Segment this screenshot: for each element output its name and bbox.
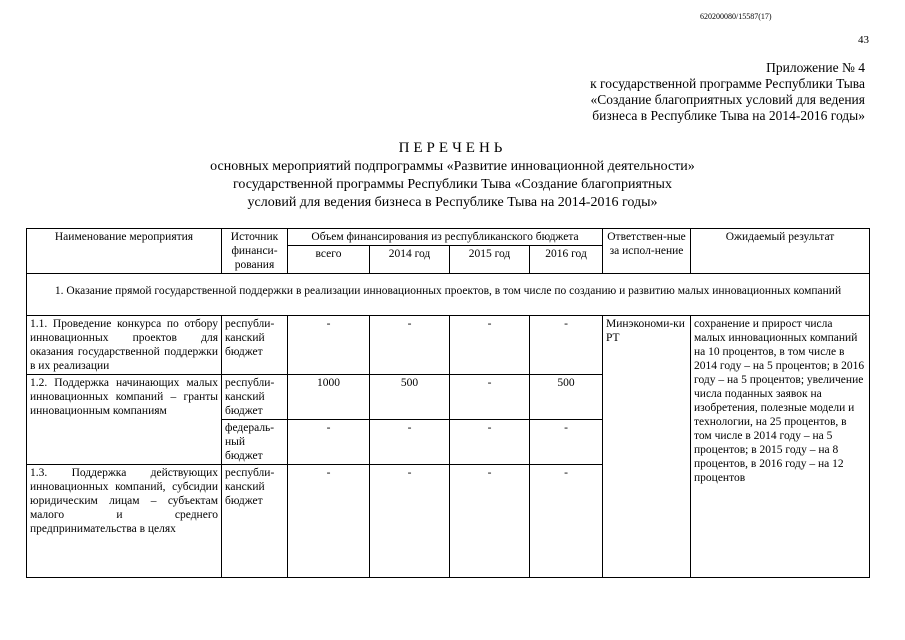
col-header-responsible: Ответствен-ные за испол-нение: [603, 229, 691, 274]
measure-name: 1.3. Поддержка действующих инновационных компаний, субсидии юридическим лицам – субъектам малого и среднего предпринимательства в целях: [27, 465, 222, 578]
col-header-volume: Объем финансирования из республиканского бюджета: [288, 229, 603, 246]
appendix-line: к государственной программе Республики Тыва: [590, 76, 865, 91]
amount-2016: -: [530, 465, 603, 578]
appendix-header: [525, 60, 865, 124]
amount-2015: -: [450, 316, 530, 375]
amount-2014: -: [370, 465, 450, 578]
col-header-2014: 2014 год: [370, 246, 450, 274]
subtitle-line: основных мероприятий подпрограммы «Развитие инновационной деятельности»: [210, 159, 695, 174]
col-header-source: Источник финанси-рования: [222, 229, 288, 274]
amount-2016: 500: [530, 375, 603, 420]
page-number: 43: [858, 34, 869, 46]
funding-source: республи-канский бюджет: [222, 465, 288, 578]
measure-name: 1.1. Проведение конкурса по отбору инновационных проектов для оказания государственной поддержки в их реализации: [27, 316, 222, 375]
amount-2014: -: [370, 420, 450, 465]
amount-2014: -: [370, 316, 450, 375]
document-subtitle: [0, 158, 905, 212]
header-row: [27, 229, 870, 246]
amount-2016: -: [530, 420, 603, 465]
appendix-line: Приложение № 4: [766, 60, 865, 75]
amount-2016: -: [530, 316, 603, 375]
amount-2015: -: [450, 375, 530, 420]
amount-total: -: [288, 420, 370, 465]
amount-2015: -: [450, 465, 530, 578]
document-title: ПЕРЕЧЕНЬ: [398, 140, 507, 156]
funding-source: федераль-ный бюджет: [222, 420, 288, 465]
col-header-total: всего: [288, 246, 370, 274]
funding-source: республи-канский бюджет: [222, 375, 288, 420]
section-title: 1. Оказание прямой государственной поддержки в реализации инновационных проектов, в том числе по созданию и развитию малых инновационных компаний: [27, 274, 870, 316]
appendix-line: бизнеса в Республике Тыва на 2014-2016 годы»: [592, 108, 865, 123]
amount-total: 1000: [288, 375, 370, 420]
appendix-line: «Создание благоприятных условий для ведения: [590, 92, 865, 107]
measure-name: 1.2. Поддержка начинающих малых инновационных компаний – гранты инновационным компаниям: [27, 375, 222, 465]
funding-source: республи-канский бюджет: [222, 316, 288, 375]
measures-table: [26, 228, 870, 578]
amount-total: -: [288, 316, 370, 375]
amount-total: -: [288, 465, 370, 578]
amount-2014: 500: [370, 375, 450, 420]
amount-2015: -: [450, 420, 530, 465]
subtitle-line: условий для ведения бизнеса в Республике Тыва на 2014-2016 годы»: [247, 195, 658, 210]
document-id: 620200080/15587(17): [700, 12, 772, 21]
col-header-2015: 2015 год: [450, 246, 530, 274]
section-row: [27, 274, 870, 316]
subtitle-line: государственной программы Республики Тыва «Создание благоприятных: [233, 177, 672, 192]
col-header-2016: 2016 год: [530, 246, 603, 274]
responsible-executor: Минэкономи-ки РТ: [603, 316, 691, 578]
col-header-name: Наименование мероприятия: [27, 229, 222, 274]
table-row: [27, 316, 870, 375]
expected-result: сохранение и прирост числа малых инновационных компаний на 10 процентов, в том числе в 2014 году – на 5 процентов; в 2016 году – на 5 процентов; увеличение числа поданных заявок на изобретения, полезные модели и технологии, на 25 процентов, в том числе в 2014 году – на 5 процентов; в 2015 году – на 8 процентов, в 2016 году – на 12 процентов: [691, 316, 870, 578]
col-header-result: Ожидаемый результат: [691, 229, 870, 274]
